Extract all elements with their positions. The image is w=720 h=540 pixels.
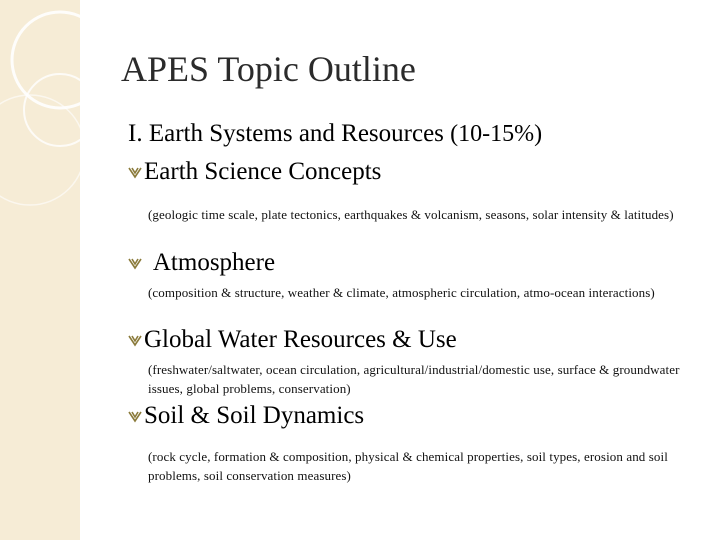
- topic-label: Soil & Soil Dynamics: [144, 402, 365, 429]
- diamond-bullet-icon: [128, 333, 142, 347]
- diamond-bullet-icon: [128, 256, 142, 270]
- decorative-circles: [0, 0, 80, 540]
- topic-detail: (composition & structure, weather & climate, atmospheric circulation, atmo-ocean interactions): [148, 285, 655, 300]
- topic-label: Atmosphere: [148, 249, 276, 276]
- section-heading-text: I. Earth Systems and Resources: [128, 120, 451, 147]
- section-heading: [128, 120, 542, 148]
- diamond-bullet-icon: [128, 165, 142, 179]
- slide-title: APES Topic Outline: [121, 49, 416, 89]
- decorative-side-band: [0, 0, 80, 540]
- section-heading-percent: (10-15%): [450, 121, 543, 147]
- topic-detail: (freshwater/saltwater, ocean circulation, agricultural/industrial/domestic use, surface & groundwater issues, global problems, conservation): [148, 362, 680, 396]
- topic-detail: (rock cycle, formation & composition, physical & chemical properties, soil types, erosion and soil problems, soil conservation measures): [148, 449, 668, 483]
- topic-item-soil-dynamics: [128, 402, 364, 430]
- topic-detail: (geologic time scale, plate tectonics, earthquakes & volcanism, seasons, solar intensity & latitudes): [148, 207, 674, 222]
- topic-label: Global Water Resources & Use: [144, 326, 457, 353]
- diamond-bullet-icon: [128, 409, 142, 423]
- topic-item-earth-science: [128, 158, 381, 186]
- topic-item-atmosphere: [128, 249, 275, 277]
- topic-label: Earth Science Concepts: [144, 158, 382, 185]
- topic-item-water-resources: [128, 326, 457, 354]
